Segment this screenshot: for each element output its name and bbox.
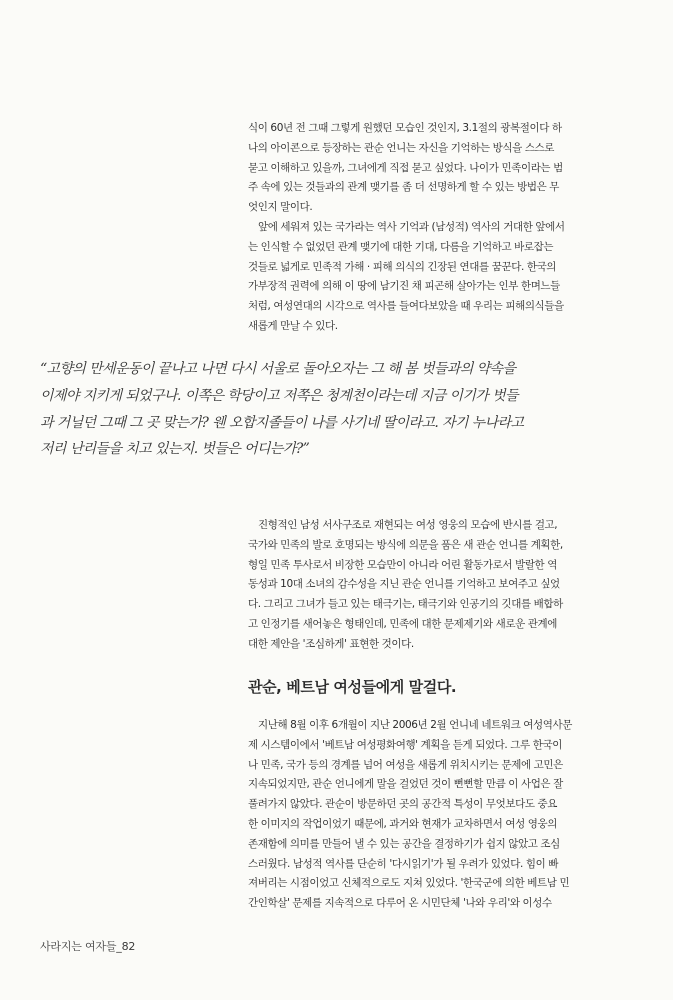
text-line: 대한 제안을 '조심하게' 표현한 것이다.	[248, 637, 414, 650]
text-line: 동성과 10대 소녀의 감수성을 지닌 관순 언니를 기억하고 보여주고 싶었	[248, 578, 560, 591]
text-line: 국가와 민족의 발로 호명되는 방식에 의문을 품은 새 관순 언니를 계획한,	[248, 538, 563, 551]
quote-line: 저리 난리들을 치고 있는지. 벗들은 어디는가?”	[40, 441, 310, 458]
text-line: 제 시스템이에서 '베트남 여성평화여행' 계획을 듣게 되었다. 그루 한국이	[248, 738, 562, 751]
quote-line: 이제야 지키게 되었구나. 이쪽은 학당이고 저쪽은 청계천이라는데 지금 이기가 벗들	[40, 387, 518, 404]
text-line: 앞에 세워져 있는 국가라는 역사 기억과 (남성적) 역사의 거대한 앞에서	[258, 220, 565, 233]
pull-quote	[40, 356, 652, 463]
text-line: 존재함에 의미를 만들어 낼 수 있는 공간을 결정하기가 쉽지 않았고 조심	[248, 837, 560, 850]
text-line: 새롭게 만날 수 있다.	[248, 319, 338, 332]
text-line: 묻고 이해하고 있을까, 그녀에게 직접 묻고 싶었다. 나이가 민족이라는 범	[248, 161, 563, 174]
text-line: 진형적인 남성 서사구조로 재현되는 여성 영웅의 모습에 반시를 걸고,	[258, 519, 558, 531]
text-line: 는 인식할 수 없었던 관계 맺기에 대한 기대, 다름을 기억하고 바로잡는	[248, 240, 554, 253]
text-line: 지난해 8월 이후 6개월이 지난 2006년 2월 언니네 네트워크 여성역사문	[258, 719, 572, 731]
body-paragraph	[248, 716, 652, 914]
text-line: 형일 민족 투사로서 비장한 모습만이 아니라 어린 활동가로서 발랄한 역	[248, 558, 557, 571]
section-heading: 관순, 베트남 여성들에게 말걸다.	[248, 678, 457, 696]
text-line: 나의 아이콘으로 등장하는 관순 언니는 자신을 기억하는 방식을 스스로	[248, 141, 555, 154]
text-line: 고 인정기를 새어놓은 형태인데, 민족에 대한 문제제기와 새로운 관계에	[248, 617, 557, 630]
text-line: 간인학살' 문제를 지속적으로 다루어 온 시민단체 '나와 우리'와 이성수	[248, 897, 552, 910]
text-line: 한 이미지의 작업이었기 때문에, 과거와 현재가 교차하면서 여성 영웅의	[248, 817, 557, 830]
body-paragraph	[248, 516, 652, 655]
text-line: 다. 그리고 그녀가 들고 있는 태극기는, 태극기와 인공기의 깃대를 배합하	[248, 598, 563, 611]
page-footer: 사라지는 여자들_82	[40, 940, 136, 953]
text-line: 엇인지 말이다.	[248, 201, 313, 214]
quote-line: “고향의 만세운동이 끝나고 나면 다시 서울로 돌아오자는 그 해 봄 벗들과의 약속을	[40, 361, 516, 377]
quote-line: 과 거닐던 그때 그 곳 맞는가? 웬 오합지졸들이 나를 사기네 딸이라고. 자기 누나라고	[40, 414, 524, 431]
text-line: 풀려가지 않았다. 관순이 방문하던 곳의 공간적 특성이 무엇보다도 중요	[248, 798, 557, 811]
text-line: 주 속에 있는 것들과의 관계 맺기를 좀 더 선명하게 할 수 있는 방법은 무	[248, 181, 559, 194]
text-line: 나 민족, 국가 등의 경계를 넘어 여성을 새롭게 위치시키는 문제에 고민은	[248, 758, 563, 771]
text-line: 져버리는 시점이었고 신체적으로도 지쳐 있었다. '한국군에 의한 베트남 민	[248, 877, 570, 890]
text-line: 지속되었지만, 관순 언니에게 말을 걸었던 것이 뻔뻔할 만큼 이 사업은 잘	[248, 778, 563, 791]
text-line: 것들로 넓게로 민족적 가해 · 피해 의식의 긴장된 연대를 꿈꾼다. 한국의	[248, 260, 557, 273]
body-paragraph	[248, 119, 652, 337]
text-line: 처럼, 여성연대의 시각으로 역사를 들여다보았을 때 우리는 피해의식들을	[248, 300, 564, 313]
text-line: 스러웠다. 남성적 역사를 단순히 '다시읽기'가 될 우려가 있었다. 힘이 빠	[248, 857, 559, 870]
text-line: 식이 60년 전 그때 그렇게 원했던 모습인 것인지, 3.1절의 광복절이다 하	[248, 122, 562, 134]
text-line: 가부장적 권력에 의해 이 땅에 남기진 채 피곤해 살아가는 인부 한며느들	[248, 280, 560, 293]
